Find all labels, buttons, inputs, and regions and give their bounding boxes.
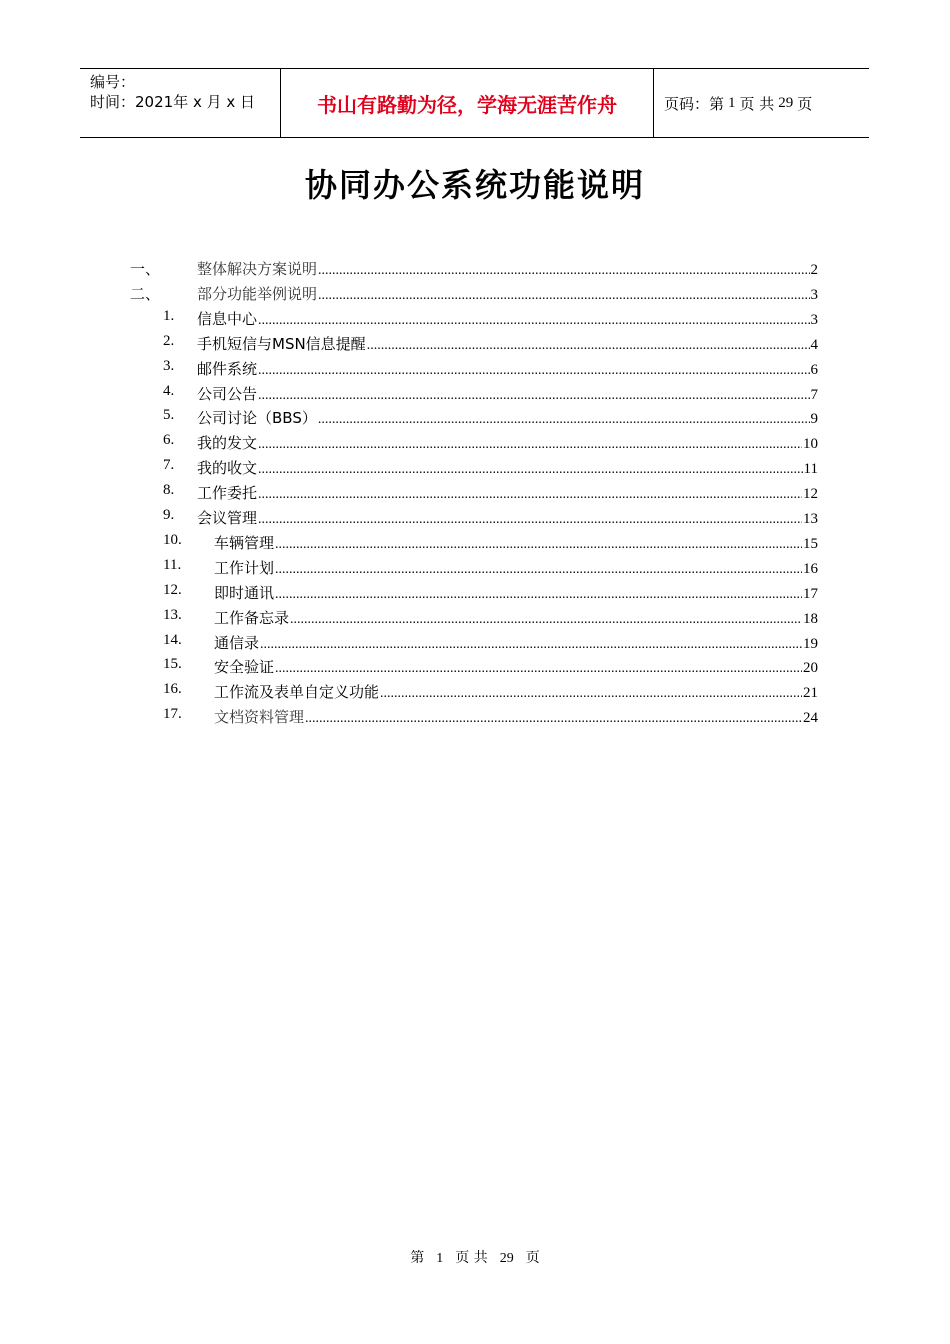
header-meta-cell [80, 69, 281, 137]
toc-entry-title: 会议管理 [197, 509, 258, 527]
code-label: 编号： [90, 73, 136, 91]
toc-entry-title: 部分功能举例说明 [197, 284, 318, 303]
header-motto-cell [281, 69, 654, 137]
toc-entry-page: 17 [803, 585, 818, 602]
toc-entry-page: 2 [810, 262, 818, 278]
toc-leader-dots [380, 686, 802, 702]
toc-entry[interactable] [197, 308, 818, 330]
footer-total: 29 [499, 1251, 514, 1266]
toc-leader-dots [290, 612, 802, 628]
toc-entry-page: 7 [810, 386, 818, 403]
time-label: 时间： [90, 93, 136, 111]
toc-entry-title: 整体解决方案说明 [197, 260, 318, 278]
toc-entry-page: 13 [803, 511, 818, 527]
toc-entry[interactable] [214, 582, 818, 604]
toc-entry-page: 10 [803, 436, 818, 453]
toc-entry-number: 7. [163, 457, 175, 474]
toc-entry-title: 我的发文 [197, 434, 258, 453]
toc-entry[interactable] [197, 407, 818, 429]
toc-entry[interactable] [214, 607, 818, 629]
toc-entry[interactable] [197, 457, 818, 479]
time-year: 2021 [135, 93, 174, 111]
toc-leader-dots [275, 587, 802, 603]
toc-entry-title: 工作备忘录 [214, 608, 290, 627]
time-rest: 年 x 月 x 日 [173, 93, 256, 111]
toc-entry-number: 15. [163, 656, 182, 673]
toc-entry-number: 一、 [130, 262, 161, 278]
toc-entry-page: 19 [803, 635, 818, 652]
footer-prefix: 第 [410, 1250, 425, 1266]
toc-entry-title: 工作计划 [214, 558, 275, 577]
toc-entry[interactable] [214, 706, 818, 728]
toc-leader-dots [275, 537, 802, 553]
toc-leader-dots [258, 487, 802, 503]
toc-entry[interactable] [197, 333, 818, 355]
toc-entry-title: 工作委托 [197, 484, 258, 503]
motto-text: 书山有路勤为径，学海无涯苦作舟 [317, 92, 617, 117]
toc-entry-number: 10. [163, 531, 182, 548]
toc-entry-number: 13. [163, 606, 182, 623]
toc-entry[interactable] [214, 557, 818, 579]
toc-entry-title: 我的收文 [197, 459, 258, 478]
header-page-cell [654, 69, 869, 137]
toc-entry-page: 12 [803, 486, 818, 503]
toc-leader-dots [258, 512, 802, 528]
toc-entry-number: 14. [163, 631, 182, 648]
toc-entry-title: 通信录 [214, 633, 260, 652]
toc-entry-number: 4. [163, 382, 175, 399]
toc-entry-page: 6 [810, 361, 818, 378]
document-header [80, 68, 869, 138]
toc-entry-title: 信息中心 [197, 309, 258, 328]
toc-leader-dots [260, 637, 802, 653]
toc-entry-page: 3 [810, 286, 818, 303]
toc-entry-number: 1. [163, 307, 175, 324]
toc-entry-title: 邮件系统 [197, 359, 258, 378]
toc-entry[interactable] [197, 432, 818, 454]
toc-leader-dots [367, 338, 810, 354]
toc-entry-page: 16 [803, 560, 818, 577]
page-suffix: 页 [797, 94, 813, 113]
toc-entry-number: 2. [163, 332, 175, 349]
footer-suffix: 页 [525, 1250, 540, 1266]
toc-entry-number: 5. [163, 407, 175, 424]
toc-entry[interactable] [197, 507, 818, 529]
toc-entry[interactable] [197, 283, 818, 305]
page-current: 1 [728, 94, 736, 111]
toc-entry-page: 9 [810, 411, 818, 428]
toc-entry-number: 11. [163, 556, 182, 573]
toc-entry[interactable] [197, 383, 818, 405]
toc-leader-dots [258, 437, 802, 453]
toc-entry-page: 4 [810, 336, 818, 353]
toc-entry[interactable] [214, 632, 818, 654]
toc-entry[interactable] [214, 532, 818, 554]
toc-leader-dots [258, 462, 803, 478]
page-mid: 页 共 [739, 94, 775, 113]
toc-entry-number: 3. [163, 357, 175, 374]
toc-entry[interactable] [197, 358, 818, 380]
toc-entry-title: 安全验证 [214, 658, 275, 677]
page-label: 页码：第 [664, 94, 725, 113]
toc-entry[interactable] [197, 258, 818, 280]
toc-leader-dots [258, 313, 809, 329]
toc-leader-dots [275, 562, 802, 578]
toc-entry-number: 12. [163, 581, 182, 598]
page-total: 29 [778, 94, 794, 111]
toc-entry-title: 公司讨论（BBS） [197, 409, 317, 428]
time-line [90, 92, 280, 112]
toc-leader-dots [318, 263, 809, 279]
toc-entry-page: 15 [803, 535, 818, 552]
toc-entry-page: 21 [803, 685, 818, 702]
toc-entry-page: 11 [803, 461, 818, 478]
footer-current: 1 [436, 1251, 444, 1266]
toc-entry-page: 20 [803, 660, 818, 677]
toc-entry-title: 公司公告 [197, 384, 258, 403]
toc-leader-dots [258, 388, 809, 404]
toc-leader-dots [318, 288, 809, 304]
document-title: 协同办公系统功能说明 [304, 166, 645, 204]
toc-entry-page: 18 [803, 610, 818, 627]
toc-entry[interactable] [214, 681, 818, 703]
toc-entry-page: 24 [803, 710, 818, 727]
toc-entry-number: 9. [163, 507, 175, 523]
toc-entry-number: 二、 [130, 286, 161, 303]
toc-entry-title: 手机短信与MSN信息提醒 [197, 334, 366, 353]
toc-entry-title: 工作流及表单自定义功能 [214, 683, 380, 702]
toc-entry-title: 文档资料管理 [214, 708, 305, 727]
toc-leader-dots [275, 661, 802, 677]
toc-entry[interactable] [197, 482, 818, 504]
toc-leader-dots [305, 711, 802, 727]
toc-entry-title: 即时通讯 [214, 583, 275, 602]
toc-leader-dots [318, 412, 810, 428]
toc-entry-title: 车辆管理 [214, 533, 275, 552]
toc-entry[interactable] [214, 656, 818, 678]
toc-entry-number: 16. [163, 681, 182, 698]
toc-leader-dots [258, 363, 809, 379]
toc-entry-page: 3 [810, 311, 818, 328]
toc-entry-number: 6. [163, 432, 175, 449]
footer-mid: 页 共 [455, 1250, 488, 1266]
page-footer [0, 1247, 950, 1267]
toc-entry-number: 17. [163, 706, 182, 723]
toc-entry-number: 8. [163, 482, 175, 499]
